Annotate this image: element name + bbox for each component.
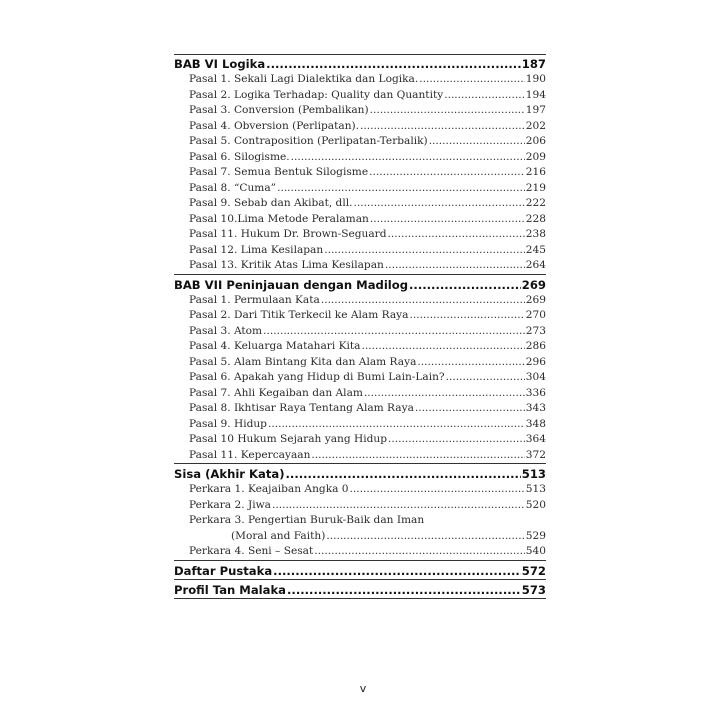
toc-entry[interactable] (174, 355, 546, 371)
dot-leader (370, 103, 525, 119)
entry-title: Pasal 2. Logika Terhadap: Quality dan Quantity (189, 88, 444, 101)
entry-page: 372 (525, 448, 546, 461)
entry-title: Pasal 6. Apakah yang Hidup di Bumi Lain-Lain? (189, 371, 445, 383)
entry-page: 348 (525, 417, 546, 430)
entry-title: Pasal 3. Atom (189, 324, 263, 337)
entry-page: 202 (525, 119, 546, 132)
dot-leader (286, 466, 521, 482)
entry-title: Pasal 4. Obversion (Perlipatan). (189, 119, 360, 132)
entry-page: 245 (525, 243, 546, 256)
toc-entry[interactable] (174, 417, 546, 433)
toc-entry[interactable] (174, 72, 546, 88)
entry-page: 304 (525, 371, 546, 383)
entry-title: Perkara 3. Pengertian Buruk-Baik dan Iman (189, 514, 425, 526)
toc-entry[interactable] (174, 513, 546, 544)
dot-leader (444, 88, 525, 104)
toc-entry[interactable] (174, 227, 546, 243)
entry-title: Pasal 11. Kepercayaan (189, 448, 311, 461)
dot-leader (268, 417, 525, 433)
chapter-page: 187 (521, 57, 546, 71)
entry-page: 194 (525, 88, 546, 101)
entry-page: 540 (525, 545, 546, 557)
entry-title: Pasal 2. Dari Titik Terkecil ke Alam Raya (189, 309, 409, 321)
entry-page: 336 (525, 386, 546, 399)
dot-leader (409, 277, 521, 293)
entry-title: Pasal 5. Alam Bintang Kita dan Alam Raya (189, 355, 417, 368)
entry-title: Pasal 9. Hidup (189, 417, 267, 430)
entry-title: Pasal 7. Ahli Kegaiban dan Alam (189, 386, 363, 399)
toc-entry[interactable] (174, 482, 546, 498)
dot-leader (409, 308, 524, 324)
chapter-page: 572 (521, 563, 546, 578)
dot-leader (272, 498, 525, 514)
entry-title: Pasal 7. Semua Bentuk Silogisme (189, 166, 369, 178)
entry-title-continued: (Moral and Faith) (231, 529, 326, 542)
entry-page: 206 (525, 135, 546, 147)
dot-leader (385, 258, 525, 274)
dot-leader (364, 386, 525, 402)
entry-title: Perkara 2. Jiwa (189, 498, 271, 511)
toc-entry[interactable] (174, 150, 546, 166)
toc-section-sisa (174, 463, 546, 560)
entry-title: Pasal 1. Permulaan Kata (189, 293, 320, 306)
dot-leader (287, 582, 521, 598)
toc-entry[interactable] (174, 181, 546, 197)
toc-entry[interactable] (174, 498, 546, 514)
toc-entry[interactable] (174, 339, 546, 355)
entry-title: Pasal 6. Silogisme. (189, 150, 290, 163)
toc-entry[interactable] (174, 212, 546, 228)
entry-page: 222 (525, 197, 546, 209)
dot-leader (360, 119, 525, 135)
dot-leader (353, 196, 524, 212)
chapter-title: Profil Tan Malaka (174, 582, 287, 597)
toc-entry[interactable] (174, 258, 546, 274)
entry-page: 270 (525, 309, 546, 321)
toc-entry[interactable] (174, 119, 546, 135)
chapter-page: 269 (521, 277, 546, 292)
entry-page: 238 (525, 228, 546, 240)
entry-page: 197 (525, 104, 546, 116)
entry-title: Perkara 1. Keajaiban Angka 0 (189, 483, 349, 495)
dot-leader (311, 448, 524, 464)
entry-page: 209 (525, 150, 546, 163)
dot-leader (263, 324, 525, 340)
entry-title: Pasal 3. Conversion (Pembalikan) (189, 104, 369, 116)
entry-title: Pasal 11. Hukum Dr. Brown-Seguard (189, 228, 387, 240)
page-number: v (359, 682, 367, 695)
dot-leader (419, 72, 525, 88)
entry-page: 190 (525, 73, 546, 85)
entry-title: Pasal 13. Kritik Atas Lima Kesilapan (189, 259, 384, 271)
toc-entry[interactable] (174, 432, 546, 448)
entry-page: 520 (525, 498, 546, 511)
toc-chapter-heading[interactable] (174, 466, 546, 482)
dot-leader (361, 339, 524, 355)
entry-title: Pasal 1. Sekali Lagi Dialektika dan Logika. (189, 73, 419, 85)
toc-entry[interactable] (174, 293, 546, 309)
chapter-title: BAB VII Peninjauan dengan Madilog (174, 277, 409, 292)
entry-page: 228 (525, 212, 546, 225)
dot-leader (369, 165, 525, 181)
dot-leader (314, 544, 525, 560)
toc-entry[interactable] (174, 308, 546, 324)
entry-title: Perkara 4. Seni – Sesat (189, 545, 314, 557)
top-rule (174, 54, 546, 55)
toc-chapter-heading[interactable] (174, 582, 546, 598)
dot-leader (417, 355, 524, 371)
chapter-title: BAB VI Logika (174, 57, 266, 71)
toc-chapter-heading[interactable] (174, 56, 546, 72)
toc-entry[interactable] (174, 448, 546, 464)
entry-page: 529 (525, 529, 546, 542)
entry-title: Pasal 12. Lima Kesilapan (189, 243, 324, 256)
dot-leader (273, 563, 521, 579)
toc-entry[interactable] (174, 165, 546, 181)
entry-page: 286 (525, 340, 546, 352)
entry-title: Pasal 10.Lima Metode Peralaman (189, 212, 369, 225)
dot-leader (277, 181, 525, 197)
toc-entry[interactable] (174, 134, 546, 150)
dot-leader (326, 529, 524, 545)
dot-leader (350, 482, 525, 498)
toc-entry[interactable] (174, 324, 546, 340)
table-of-contents (174, 56, 546, 599)
entry-page: 273 (525, 324, 546, 337)
toc-entry[interactable] (174, 88, 546, 104)
entry-title: Pasal 8. Ikhtisar Raya Tentang Alam Raya (189, 402, 414, 414)
entry-page: 513 (525, 483, 546, 495)
entry-page: 296 (525, 355, 546, 368)
chapter-title: Daftar Pustaka (174, 563, 273, 578)
entry-page: 219 (525, 181, 546, 194)
entry-page: 264 (525, 259, 546, 271)
toc-entry[interactable] (174, 401, 546, 417)
entry-title: Pasal 9. Sebab dan Akibat, dll. (189, 197, 353, 209)
toc-entry[interactable] (174, 243, 546, 259)
toc-section-profil (174, 579, 546, 599)
entry-page: 216 (525, 166, 546, 178)
entry-title: Pasal 4. Keluarga Matahari Kita (189, 340, 361, 352)
chapter-title: Sisa (Akhir Kata) (174, 467, 285, 481)
entry-page: 343 (525, 402, 546, 414)
dot-leader (388, 227, 525, 243)
entry-title: Pasal 10 Hukum Sejarah yang Hidup (189, 433, 388, 445)
toc-chapter-heading[interactable] (174, 563, 546, 579)
toc-entry[interactable] (174, 544, 546, 560)
dot-leader (321, 293, 525, 309)
dot-leader (266, 56, 521, 72)
toc-section-bab-vii (174, 274, 546, 464)
chapter-page: 513 (521, 467, 546, 481)
entry-page: 364 (525, 433, 546, 445)
dot-leader (324, 243, 525, 259)
dot-leader (446, 370, 525, 386)
toc-entry[interactable] (174, 386, 546, 402)
dot-leader (291, 150, 525, 166)
toc-entry[interactable] (174, 196, 546, 212)
toc-section-bab-vi (174, 56, 546, 274)
dot-leader (429, 134, 525, 150)
toc-entry[interactable] (174, 370, 546, 386)
toc-section-daftar-pustaka (174, 560, 546, 579)
entry-title: Pasal 8. “Cuma” (189, 181, 277, 194)
toc-chapter-heading[interactable] (174, 277, 546, 293)
dot-leader (370, 212, 525, 228)
entry-title: Pasal 5. Contraposition (Perlipatan-Terbalik) (189, 135, 428, 147)
dot-leader (415, 401, 525, 417)
chapter-page: 573 (521, 582, 546, 597)
entry-page: 269 (525, 293, 546, 306)
dot-leader (388, 432, 525, 448)
toc-entry[interactable] (174, 103, 546, 119)
